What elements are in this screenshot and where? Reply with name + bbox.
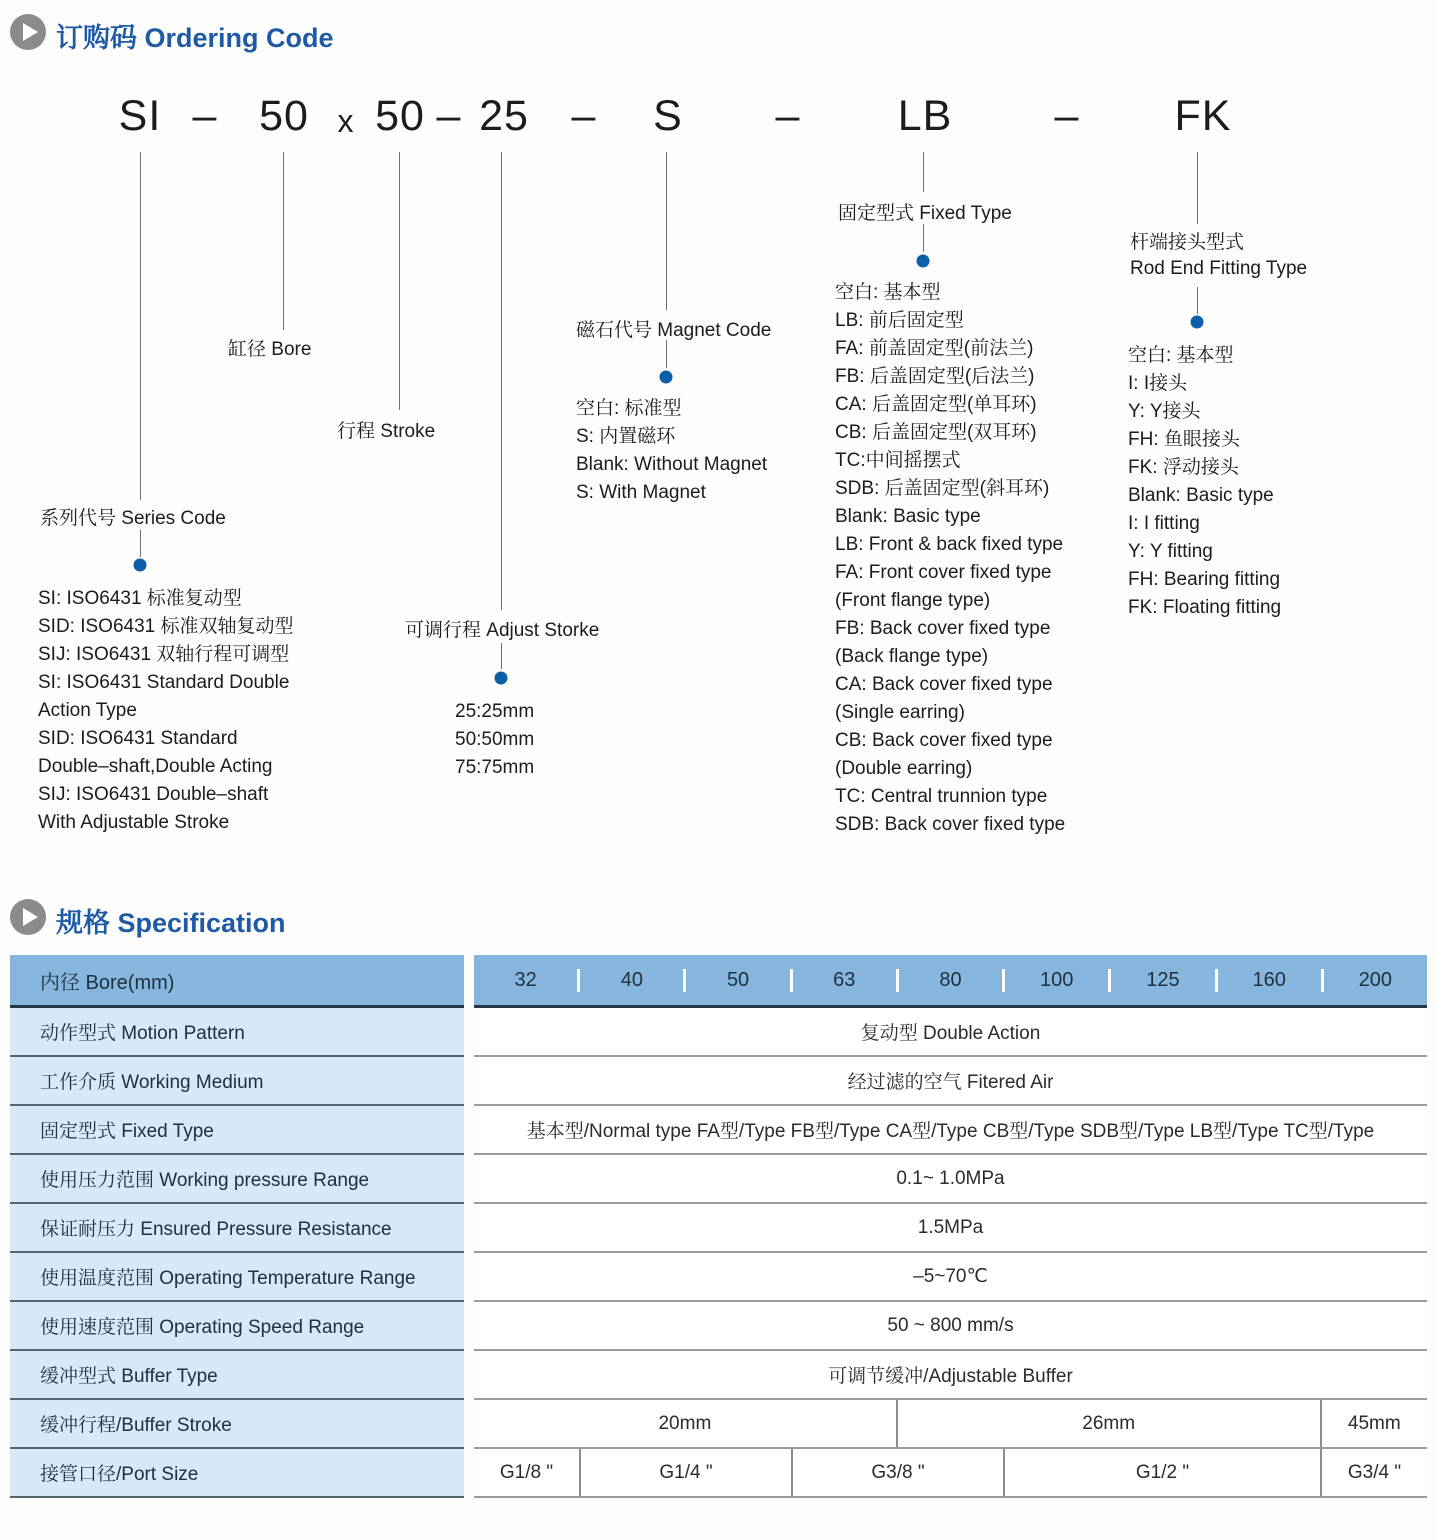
row-value: –5~70℃	[474, 1253, 1427, 1302]
table-row	[10, 1253, 1427, 1302]
list-item: FA: Front cover fixed type	[835, 562, 1052, 583]
code-separator-3: –	[571, 92, 597, 140]
row-value: 1.5MPa	[474, 1204, 1427, 1253]
span-cell: 20mm	[658, 1412, 712, 1434]
span-cell: 26mm	[896, 1400, 1320, 1447]
column-gap	[464, 1449, 474, 1498]
list-item: LB: Front & back fixed type	[835, 534, 1064, 555]
code-times: x	[337, 103, 355, 139]
adjust-stroke-label: 可调行程 Adjust Storke	[405, 620, 600, 641]
table-row	[10, 1106, 1427, 1155]
code-adjust-stroke: 25	[479, 92, 529, 140]
list-item: Blank: Basic type	[1128, 485, 1274, 506]
row-value: 50 ~ 800 mm/s	[474, 1302, 1427, 1351]
connector-line-series-2	[140, 530, 141, 557]
row-value: 经过滤的空气 Fitered Air	[474, 1057, 1427, 1106]
column-gap	[464, 955, 474, 1008]
list-item: FA: 前盖固定型(前法兰)	[835, 338, 1034, 359]
code-series: SI	[118, 92, 162, 140]
series-label: 系列代号 Series Code	[40, 508, 226, 529]
connector-line-adjust	[501, 152, 502, 610]
row-label: 动作型式 Motion Pattern	[10, 1008, 464, 1057]
list-item: (Double earring)	[835, 758, 973, 779]
row-label: 使用压力范围 Working pressure Range	[10, 1155, 464, 1204]
row-label: 工作介质 Working Medium	[10, 1057, 464, 1106]
list-item: 75:75mm	[455, 757, 535, 778]
list-item: (Single earring)	[835, 702, 965, 723]
code-bore: 50	[259, 92, 309, 140]
row-value: 可调节缓冲/Adjustable Buffer	[474, 1351, 1427, 1400]
bore-column-header: 160	[1215, 969, 1321, 992]
column-gap	[464, 1351, 474, 1400]
bore-column-header: 200	[1321, 969, 1427, 992]
span-cell: G3/8 "	[791, 1449, 1003, 1496]
header-columns	[474, 955, 1427, 1008]
list-item: S: With Magnet	[576, 482, 706, 503]
list-item: I: I fitting	[1128, 513, 1200, 534]
list-item: FB: 后盖固定型(后法兰)	[835, 366, 1035, 387]
list-item: SID: ISO6431 Standard	[38, 728, 238, 749]
column-gap	[464, 1008, 474, 1057]
header-label-cell: 内径 Bore(mm)	[10, 955, 464, 1008]
connector-line-rod-end-2	[1197, 287, 1198, 314]
spec-section-title: 规格 Specification	[56, 908, 286, 938]
dot-rod-end	[1191, 316, 1204, 329]
list-item: FH: 鱼眼接头	[1128, 429, 1240, 450]
table-row	[10, 1204, 1427, 1253]
connector-line-bore	[283, 152, 284, 330]
row-label: 缓冲行程/Buffer Stroke	[10, 1400, 464, 1449]
list-item: Action Type	[38, 700, 137, 721]
bore-column-header: 40	[577, 969, 683, 992]
ordering-section-title: 订购码 Ordering Code	[56, 23, 334, 53]
connector-line-adjust-2	[501, 643, 502, 669]
connector-line-stroke	[399, 152, 400, 410]
list-item: Y: Y fitting	[1128, 541, 1213, 562]
table-row	[10, 1057, 1427, 1106]
row-label: 接管口径/Port Size	[10, 1449, 464, 1498]
list-item: Blank: Basic type	[835, 506, 981, 527]
row-value-group	[474, 1449, 1427, 1498]
list-item: SIJ: ISO6431 双轴行程可调型	[38, 644, 290, 665]
connector-line-magnet-2	[666, 340, 667, 368]
list-item: Blank: Without Magnet	[576, 454, 768, 475]
column-gap	[464, 1302, 474, 1351]
list-item: (Back flange type)	[835, 646, 989, 667]
list-item: SI: ISO6431 Standard Double	[38, 672, 290, 693]
list-item: SDB: Back cover fixed type	[835, 814, 1066, 835]
list-item: LB: 前后固定型	[835, 310, 964, 331]
rod-end-label	[1130, 230, 1307, 282]
dot-series	[134, 559, 147, 572]
code-separator-4: –	[775, 92, 801, 140]
row-value: 复动型 Double Action	[474, 1008, 1427, 1057]
table-row	[10, 1302, 1427, 1351]
play-icon	[10, 14, 46, 50]
connector-line-rod-end	[1197, 152, 1198, 224]
table-header-row	[10, 955, 1427, 1008]
list-item: CB: Back cover fixed type	[835, 730, 1053, 751]
bore-column-header: 50	[683, 969, 789, 992]
row-value: 基本型/Normal type FA型/Type FB型/Type CA型/Type CB型/Type SDB型/Type LB型/Type TC型/Type	[474, 1106, 1427, 1155]
column-gap	[464, 1204, 474, 1253]
list-item: I: I接头	[1128, 373, 1188, 394]
fixed-type-label: 固定型式 Fixed Type	[838, 203, 1012, 224]
table-row-port-size	[10, 1449, 1427, 1498]
list-item: 50:50mm	[455, 729, 535, 750]
column-gap	[464, 1106, 474, 1155]
code-fixed-type: LB	[897, 92, 953, 140]
rod-end-label-cn: 杆端接头型式	[1130, 232, 1245, 253]
bore-label: 缸径 Bore	[228, 339, 312, 360]
code-magnet: S	[653, 92, 683, 140]
list-item: FH: Bearing fitting	[1128, 569, 1281, 590]
list-item: 空白: 基本型	[835, 282, 941, 303]
fixed-type-list	[835, 279, 1065, 839]
column-gap	[464, 1253, 474, 1302]
list-item: SIJ: ISO6431 Double–shaft	[38, 784, 269, 805]
list-item: TC:中间摇摆式	[835, 450, 961, 471]
list-item: TC: Central trunnion type	[835, 786, 1048, 807]
bore-column-header: 100	[1002, 969, 1108, 992]
code-rod-end: FK	[1174, 92, 1232, 140]
table-row	[10, 1155, 1427, 1204]
column-gap	[464, 1155, 474, 1204]
connector-line-series	[140, 152, 141, 500]
rod-end-label-en: Rod End Fitting Type	[1130, 258, 1308, 279]
list-item: (Front flange type)	[835, 590, 991, 611]
connector-line-fixed-2	[923, 224, 924, 252]
list-item: FK: 浮动接头	[1128, 457, 1239, 478]
dot-adjust	[495, 672, 508, 685]
row-label: 使用温度范围 Operating Temperature Range	[10, 1253, 464, 1302]
play-icon	[10, 899, 46, 935]
list-item: With Adjustable Stroke	[38, 812, 230, 833]
list-item: CB: 后盖固定型(双耳环)	[835, 422, 1037, 443]
list-item: SID: ISO6431 标准双轴复动型	[38, 616, 294, 637]
row-value-group	[474, 1400, 1427, 1449]
series-code-list	[38, 585, 294, 837]
list-item: CA: Back cover fixed type	[835, 674, 1053, 695]
row-value: 0.1~ 1.0MPa	[474, 1155, 1427, 1204]
code-separator-1: –	[192, 92, 218, 140]
table-row	[10, 1351, 1427, 1400]
span-cell: G1/2 "	[1003, 1449, 1320, 1496]
table-row	[10, 1008, 1427, 1057]
row-label: 使用速度范围 Operating Speed Range	[10, 1302, 464, 1351]
bore-column-header: 80	[896, 969, 1002, 992]
column-gap	[464, 1057, 474, 1106]
list-item: FK: Floating fitting	[1128, 597, 1282, 618]
adjust-stroke-list	[455, 698, 534, 782]
list-item: Double–shaft,Double Acting	[38, 756, 273, 777]
column-gap	[464, 1400, 474, 1449]
row-label: 保证耐压力 Ensured Pressure Resistance	[10, 1204, 464, 1253]
code-separator-2: –	[436, 92, 462, 140]
row-label: 缓冲型式 Buffer Type	[10, 1351, 464, 1400]
magnet-code-list	[576, 395, 767, 507]
span-cell: G1/4 "	[579, 1449, 791, 1496]
span-cell: G1/8 "	[499, 1461, 554, 1483]
specification-table	[10, 955, 1427, 1498]
list-item: S: 内置磁环	[576, 426, 676, 447]
dot-fixed	[917, 255, 930, 268]
stroke-label: 行程 Stroke	[337, 421, 436, 442]
magnet-label: 磁石代号 Magnet Code	[576, 320, 772, 341]
list-item: 空白: 标准型	[576, 398, 682, 419]
row-label: 固定型式 Fixed Type	[10, 1106, 464, 1155]
code-stroke: 50	[375, 92, 425, 140]
list-item: CA: 后盖固定型(单耳环)	[835, 394, 1037, 415]
bore-column-header: 125	[1108, 969, 1214, 992]
list-item: 25:25mm	[455, 701, 535, 722]
list-item: Y: Y接头	[1128, 401, 1201, 422]
bore-column-header: 63	[790, 969, 896, 992]
span-cell: G3/4 "	[1320, 1449, 1427, 1496]
rod-end-list	[1128, 342, 1281, 622]
bore-column-header: 32	[514, 968, 537, 991]
dot-magnet	[660, 371, 673, 384]
span-cell: 45mm	[1320, 1400, 1427, 1447]
list-item: FB: Back cover fixed type	[835, 618, 1051, 639]
connector-line-magnet	[666, 152, 667, 310]
table-row-buffer-stroke	[10, 1400, 1427, 1449]
list-item: SDB: 后盖固定型(斜耳环)	[835, 478, 1050, 499]
list-item: SI: ISO6431 标准复动型	[38, 588, 242, 609]
list-item: 空白: 基本型	[1128, 345, 1234, 366]
code-separator-5: –	[1054, 92, 1080, 140]
connector-line-fixed	[923, 152, 924, 192]
